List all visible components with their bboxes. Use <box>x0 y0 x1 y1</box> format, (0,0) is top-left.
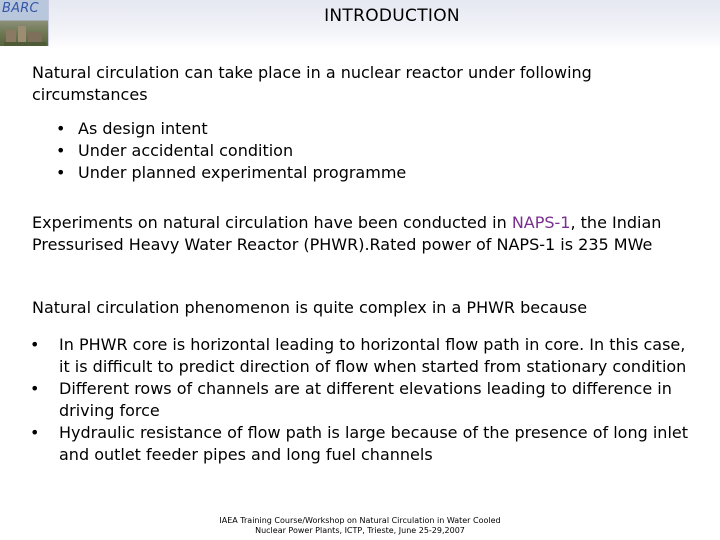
list-item-text: In PHWR core is horizontal leading to horizontal flow path in core. In this case, it is difficult to predict direction of flow when started from stationary condition <box>59 335 687 376</box>
list-item <box>56 140 406 162</box>
list-item <box>30 422 695 466</box>
bullet-icon: • <box>30 335 40 354</box>
list-item <box>56 162 406 184</box>
complexity-list <box>30 334 695 466</box>
footer-line-1: IAEA Training Course/Workshop on Natural Circulation in Water Cooled <box>219 516 501 525</box>
experiments-text-start: Experiments on natural circulation have been conducted in <box>32 213 512 232</box>
bullet-icon: • <box>56 163 66 182</box>
list-item <box>30 334 695 378</box>
list-item-text: As design intent <box>78 119 208 138</box>
complexity-paragraph: Natural circulation phenomenon is quite complex in a PHWR because <box>32 298 588 317</box>
bullet-icon: • <box>30 423 40 442</box>
page-title: INTRODUCTION <box>324 6 460 26</box>
footer <box>0 516 720 536</box>
intro-paragraph: Natural circulation can take place in a nuclear reactor under following circumstances <box>32 63 592 104</box>
bullet-icon: • <box>56 141 66 160</box>
bullet-icon: • <box>30 379 40 398</box>
list-item-text: Hydraulic resistance of flow path is large because of the presence of long inlet and outlet feeder pipes and long fuel channels <box>59 423 688 464</box>
list-item <box>56 118 406 140</box>
naps-highlight: NAPS-1 <box>511 213 571 232</box>
circumstances-list <box>56 118 406 184</box>
building-icon <box>4 24 46 46</box>
experiments-text-end: , the Indian Pressurised Heavy Water Reactor (PHWR).Rated power of NAPS-1 is 235 MWe <box>32 213 662 254</box>
footer-line-2: Nuclear Power Plants, ICTP, Trieste, June 25-29,2007 <box>255 526 465 535</box>
list-item-text: Under accidental condition <box>78 141 294 160</box>
list-item-text: Different rows of channels are at different elevations leading to difference in driving force <box>59 379 672 420</box>
list-item-text: Under planned experimental programme <box>78 163 407 182</box>
bullet-icon: • <box>56 119 66 138</box>
experiments-paragraph <box>32 212 702 256</box>
list-item <box>30 378 695 422</box>
logo-text: BARC <box>2 1 39 16</box>
